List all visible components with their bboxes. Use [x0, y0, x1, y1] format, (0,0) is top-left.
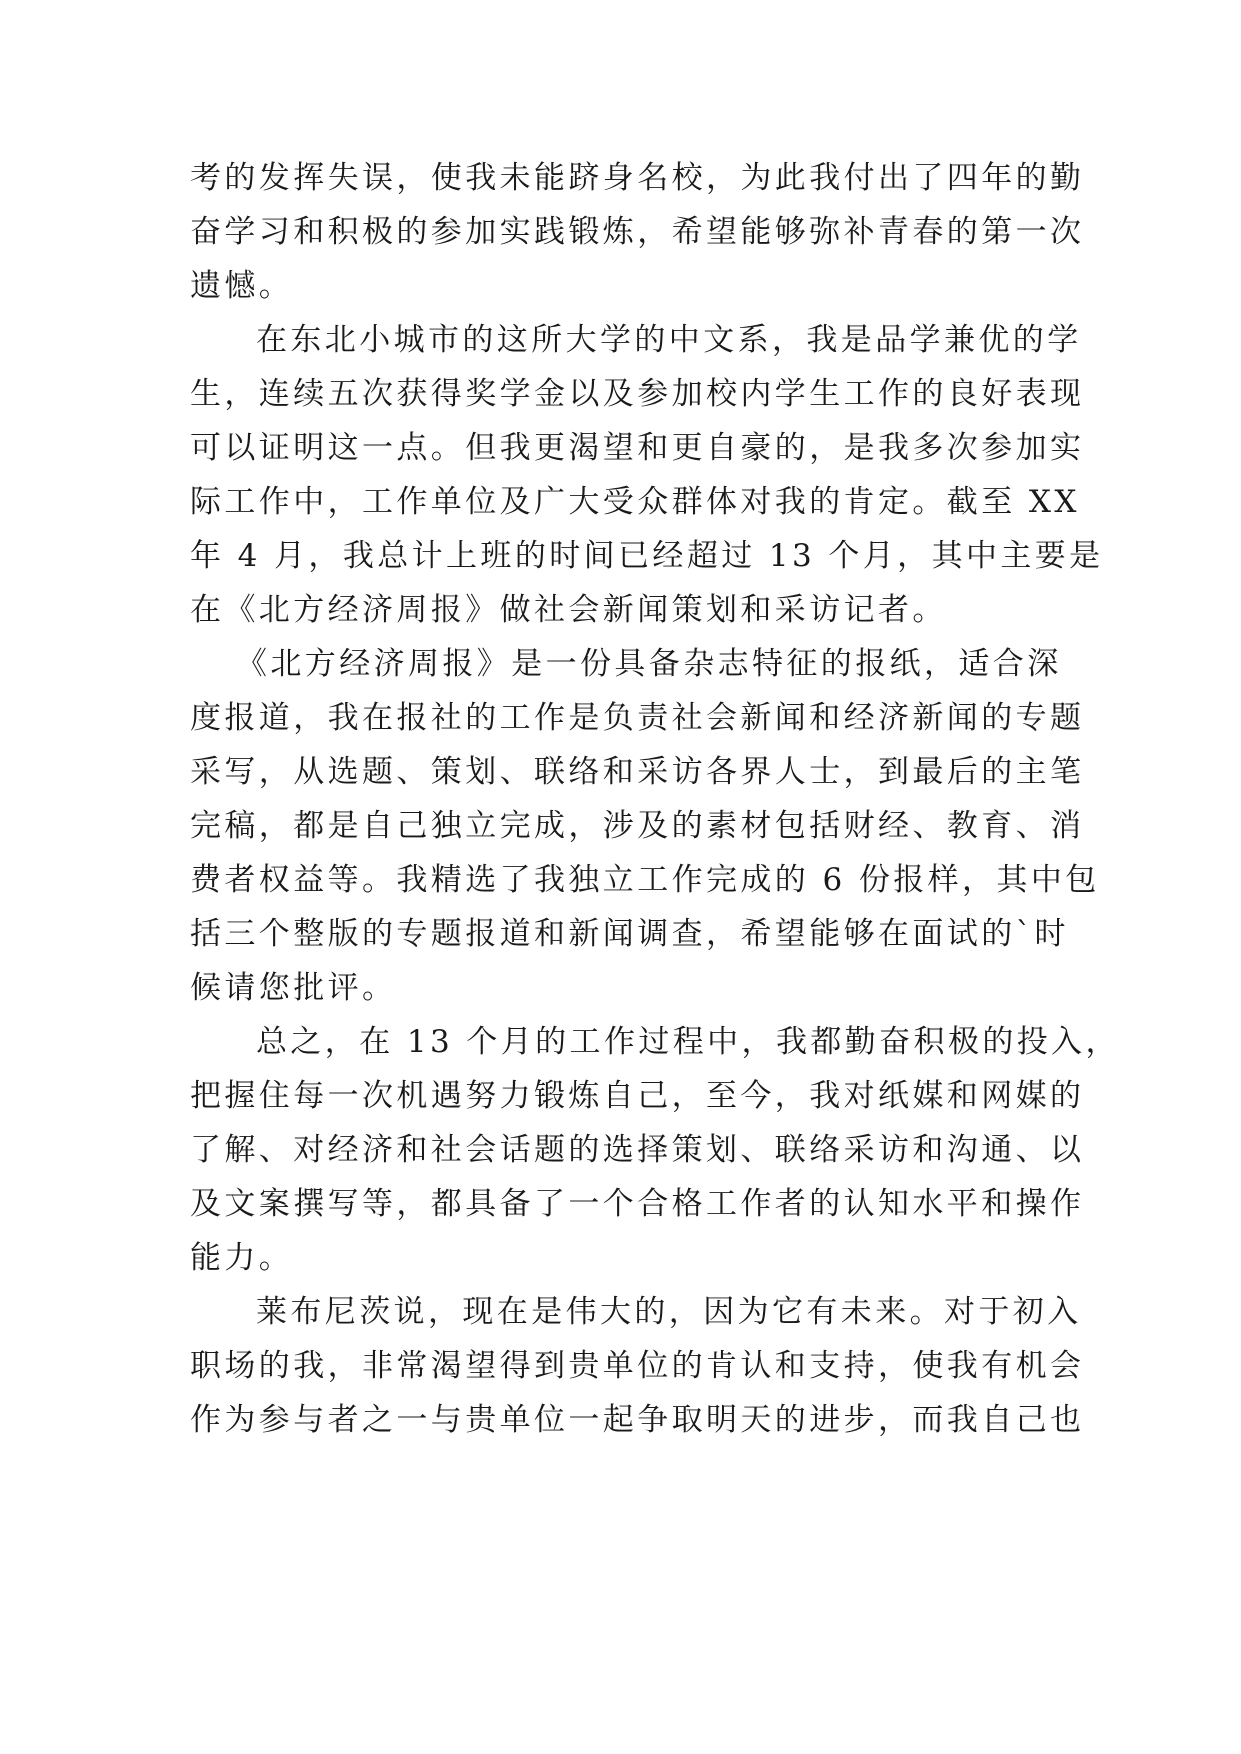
text-line: 度报道，我在报社的工作是负责社会新闻和经济新闻的专题	[190, 700, 1085, 736]
text-line: 能力。	[190, 1240, 294, 1276]
text-line: 括三个整版的专题报道和新闻调查，希望能够在面试的`时	[190, 916, 1069, 952]
text-line: 了解、对经济和社会话题的选择策划、联络采访和沟通、以	[190, 1132, 1085, 1168]
text-line: 职场的我，非常渴望得到贵单位的肯认和支持，使我有机会	[190, 1348, 1085, 1384]
text-line: 生，连续五次获得奖学金以及参加校内学生工作的良好表现	[190, 376, 1085, 412]
text-line: 考的发挥失误，使我未能跻身名校，为此我付出了四年的勤	[190, 160, 1085, 196]
paragraph-start-line: 《北方经济周报》是一份具备杂志特征的报纸，适合深	[236, 646, 1062, 682]
text-line: 完稿，都是自己独立完成，涉及的素材包括财经、教育、消	[190, 808, 1085, 844]
text-line: 在《北方经济周报》做社会新闻策划和采访记者。	[190, 592, 947, 628]
text-line: 候请您批评。	[190, 970, 397, 1006]
text-line: 年 4 月，我总计上班的时间已经超过 13 个月，其中主要是	[190, 538, 1104, 574]
text-line: 际工作中，工作单位及广大受众群体对我的肯定。截至 XX	[190, 484, 1080, 520]
text-line: 及文案撰写等，都具备了一个合格工作者的认知水平和操作	[190, 1186, 1085, 1222]
text-line: 把握住每一次机遇努力锻炼自己，至今，我对纸媒和网媒的	[190, 1078, 1085, 1114]
paragraph-start-line: 在东北小城市的这所大学的中文系，我是品学兼优的学	[256, 322, 1082, 358]
paragraph-start-line: 总之，在 13 个月的工作过程中，我都勤奋积极的投入，	[256, 1024, 1120, 1060]
text-line: 采写，从选题、策划、联络和采访各界人士，到最后的主笔	[190, 754, 1085, 790]
text-line: 作为参与者之一与贵单位一起争取明天的进步，而我自己也	[190, 1402, 1085, 1438]
text-line: 费者权益等。我精选了我独立工作完成的 6 份报样，其中包	[190, 862, 1100, 898]
text-line: 遗憾。	[190, 268, 294, 304]
paragraph-start-line: 莱布尼茨说，现在是伟大的，因为它有未来。对于初入	[256, 1294, 1082, 1330]
text-line: 奋学习和积极的参加实践锻炼，希望能够弥补青春的第一次	[190, 214, 1085, 250]
text-line: 可以证明这一点。但我更渴望和更自豪的，是我多次参加实	[190, 430, 1085, 466]
